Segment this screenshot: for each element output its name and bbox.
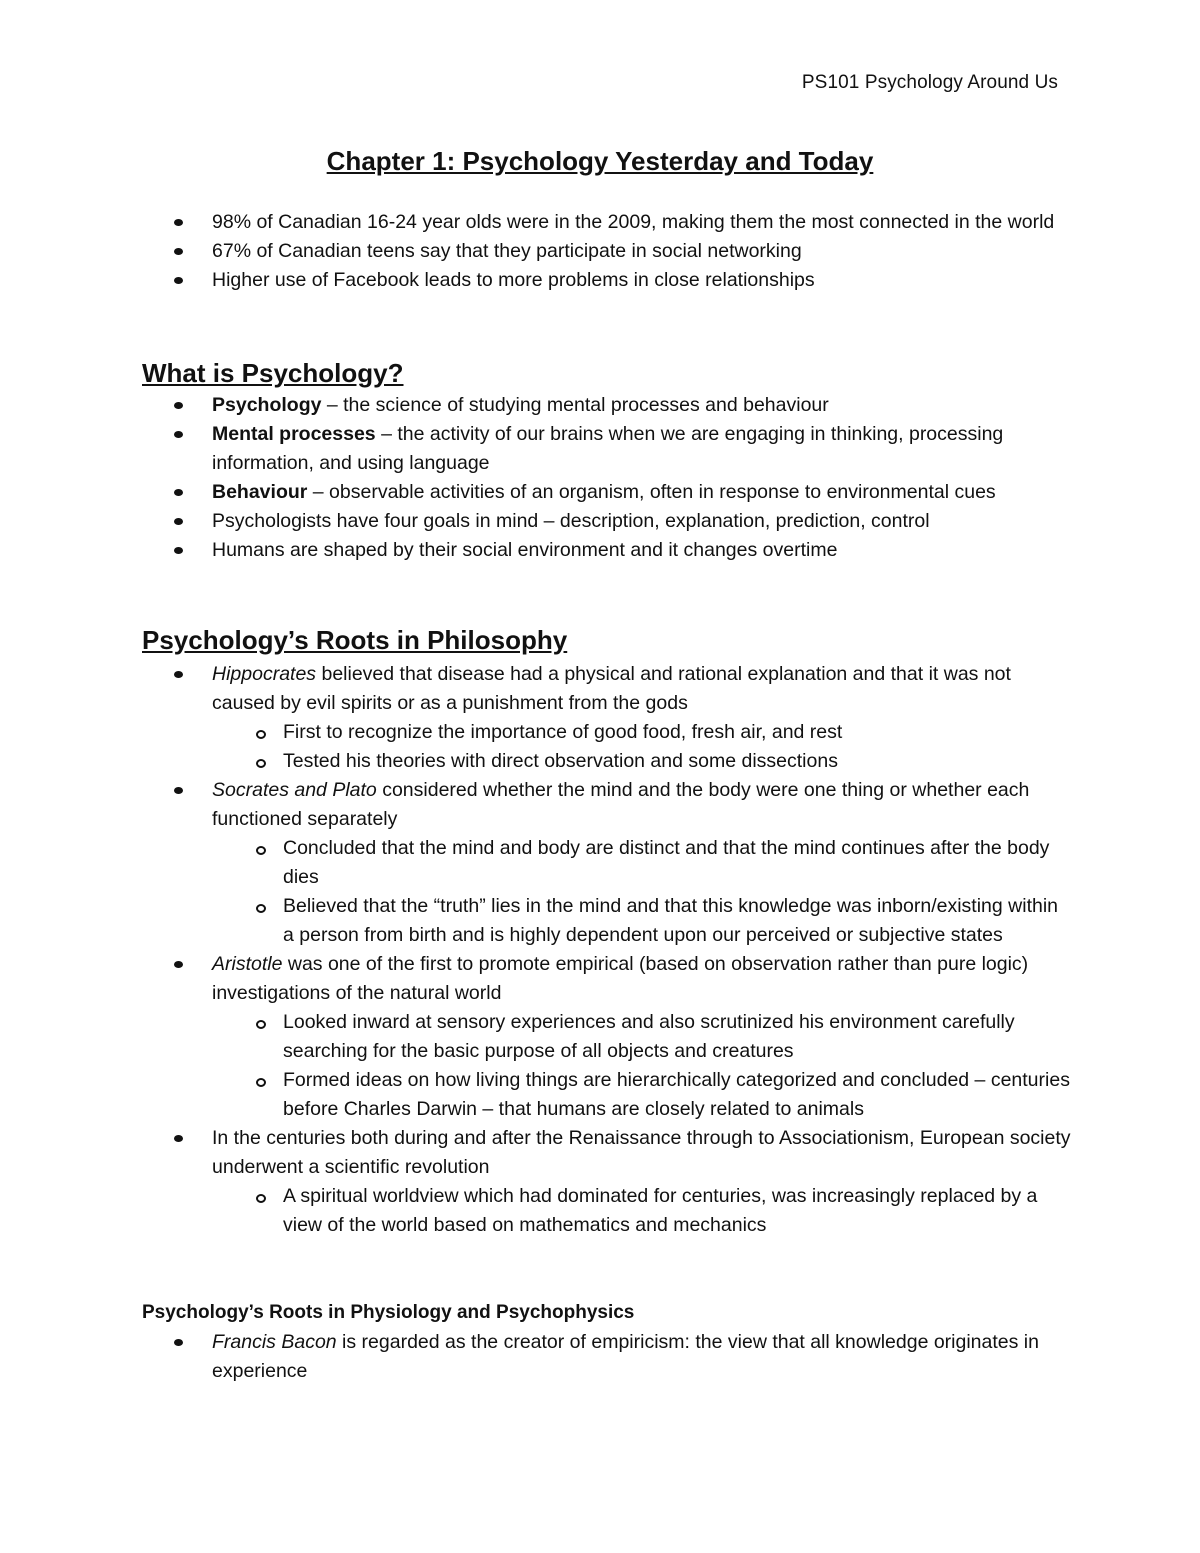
sub-list xyxy=(212,1182,1072,1240)
bullet-icon xyxy=(174,671,183,678)
roots-in-physiology-list xyxy=(142,1328,1072,1386)
circle-bullet-icon xyxy=(256,1020,266,1029)
bullet-icon xyxy=(174,547,183,554)
bullet-icon xyxy=(174,248,183,255)
list-item: Socrates and Plato considered whether the mind and the body were one thing or whether each functioned separately Concluded that the mind and body are distinct and that the mind continues after the body dies Believed that the “truth” lies in the mind and that this knowledge was inborn/existing within a person from birth and is highly dependent upon our perceived or subjective states xyxy=(142,776,1072,950)
sub-list-item: Formed ideas on how living things are hierarchically categorized and concluded – centuries before Charles Darwin – that humans are closely related to animals xyxy=(212,1066,1072,1124)
bullet-icon xyxy=(174,402,183,409)
list-item: Psychology – the science of studying mental processes and behaviour xyxy=(142,391,1072,420)
bullet-icon xyxy=(174,431,183,438)
list-item: Psychologists have four goals in mind – description, explanation, prediction, control xyxy=(142,507,1072,536)
bullet-icon xyxy=(174,961,183,968)
list-item: Aristotle was one of the first to promote empirical (based on observation rather than pure logic) investigations of the natural world Looked inward at sensory experiences and also scrutinized his environment carefully searching for the basic purpose of all objects and creatures Formed ideas on how living things are hierarchically categorized and concluded – centuries before Charles Darwin – that humans are closely related to animals xyxy=(142,950,1072,1124)
sub-list xyxy=(212,1008,1072,1124)
page-header: PS101 Psychology Around Us xyxy=(801,72,1058,93)
section-heading-roots-in-philosophy: Psychology’s Roots in Philosophy xyxy=(142,625,568,655)
circle-bullet-icon xyxy=(256,730,266,739)
bullet-icon xyxy=(174,518,183,525)
sub-list-item: Tested his theories with direct observation and some dissections xyxy=(212,747,1072,776)
bullet-icon xyxy=(174,1339,183,1346)
list-item: Higher use of Facebook leads to more problems in close relationships xyxy=(142,266,1072,295)
circle-bullet-icon xyxy=(256,846,266,855)
list-item: 67% of Canadian teens say that they participate in social networking xyxy=(142,237,1072,266)
bullet-icon xyxy=(174,787,183,794)
sub-list-item: First to recognize the importance of good food, fresh air, and rest xyxy=(212,718,1072,747)
bullet-icon xyxy=(174,219,183,226)
sub-list xyxy=(212,718,1072,776)
what-is-psychology-list xyxy=(142,391,1072,565)
list-item: Francis Bacon is regarded as the creator of empiricism: the view that all knowledge originates in experience xyxy=(142,1328,1072,1386)
sub-list xyxy=(212,834,1072,950)
bullet-icon xyxy=(174,1135,183,1142)
section-heading-what-is-psychology: What is Psychology? xyxy=(142,358,404,388)
circle-bullet-icon xyxy=(256,1078,266,1087)
circle-bullet-icon xyxy=(256,904,266,913)
roots-in-philosophy-list xyxy=(142,660,1072,1240)
sub-list-item: Believed that the “truth” lies in the mind and that this knowledge was inborn/existing within a person from birth and is highly dependent upon our perceived or subjective states xyxy=(212,892,1072,950)
list-item: Humans are shaped by their social environment and it changes overtime xyxy=(142,536,1072,565)
circle-bullet-icon xyxy=(256,759,266,768)
intro-list xyxy=(142,208,1072,295)
bullet-icon xyxy=(174,277,183,284)
list-item: Hippocrates believed that disease had a physical and rational explanation and that it was not caused by evil spirits or as a punishment from the gods First to recognize the importance of good food, fresh air, and rest Tested his theories with direct observation and some dissections xyxy=(142,660,1072,776)
circle-bullet-icon xyxy=(256,1194,266,1203)
sub-list-item: Concluded that the mind and body are distinct and that the mind continues after the body dies xyxy=(212,834,1072,892)
list-item: Behaviour – observable activities of an organism, often in response to environmental cues xyxy=(142,478,1072,507)
list-item: In the centuries both during and after the Renaissance through to Associationism, European society underwent a scientific revolution A spiritual worldview which had dominated for centuries, was increasingly replaced by a view of the world based on mathematics and mechanics xyxy=(142,1124,1072,1240)
list-item: Mental processes – the activity of our brains when we are engaging in thinking, processing information, and using language xyxy=(142,420,1072,478)
list-item: 98% of Canadian 16-24 year olds were in the 2009, making them the most connected in the world xyxy=(142,208,1072,237)
sub-list-item: Looked inward at sensory experiences and also scrutinized his environment carefully searching for the basic purpose of all objects and creatures xyxy=(212,1008,1072,1066)
chapter-title: Chapter 1: Psychology Yesterday and Today xyxy=(326,146,874,176)
section-heading-roots-in-physiology: Psychology’s Roots in Physiology and Psychophysics xyxy=(142,1302,635,1323)
sub-list-item: A spiritual worldview which had dominated for centuries, was increasingly replaced by a view of the world based on mathematics and mechanics xyxy=(212,1182,1072,1240)
bullet-icon xyxy=(174,489,183,496)
